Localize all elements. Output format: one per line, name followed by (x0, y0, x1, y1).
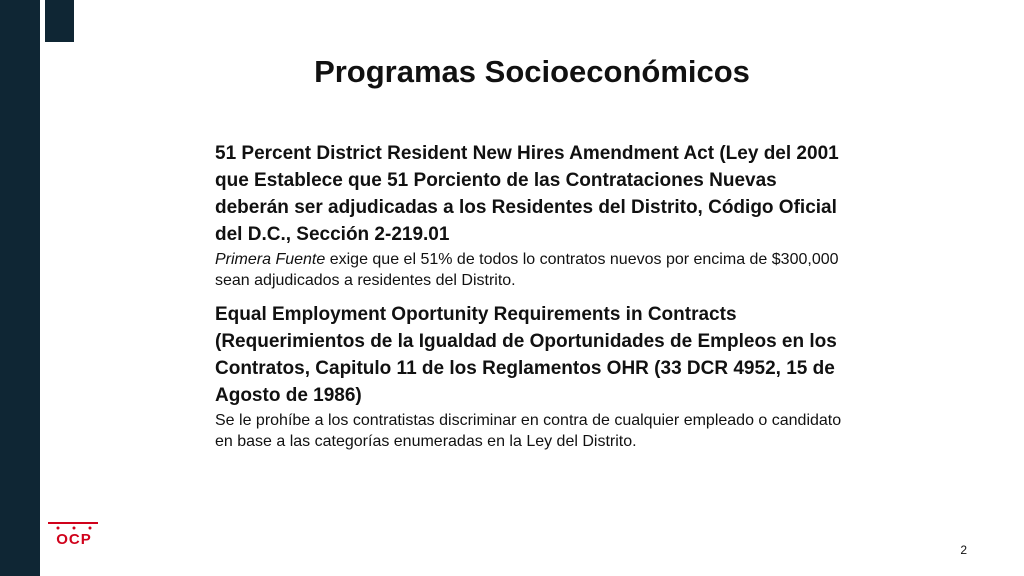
section-text (215, 249, 855, 291)
section-text: Se le prohíbe a los contratistas discriminar en contra de cualquier empleado o candidato en base a las categorías enumeradas en la Ley del Distrito. (215, 412, 842, 450)
ocp-logo (44, 520, 104, 550)
page-number: 2 (960, 543, 967, 557)
source-italic: Primera Fuente (215, 251, 326, 268)
section-equal-employment (215, 301, 855, 452)
sidebar-accent-bar (45, 0, 74, 42)
slide-title: Programas Socioeconómicos (314, 54, 750, 89)
section-heading: 51 Percent District Resident New Hires Amendment Act (Ley del 2001 que Establece que 51 Porciento de las Contrataciones Nuevas deberán ser adjudicadas a los Residentes del Distrito, Código Oficial del D.C., Sección 2-219.01 (215, 143, 839, 245)
logo-text: OCP (56, 531, 92, 548)
section-heading: Equal Employment Oportunity Requirements in Contracts (Requerimientos de la Igualdad de Oportunidades de Empleos en los Contratos, Capitulo 11 de los Reglamentos OHR (33 DCR 4952, 15 de Agosto de 1986) (215, 304, 837, 406)
section-text-rest: exige que el 51% de todos lo contratos nuevos por encima de $300,000 sean adjudicados a residentes del Distrito. (215, 251, 839, 289)
section-resident-hires (215, 140, 855, 291)
content-body (215, 140, 855, 452)
